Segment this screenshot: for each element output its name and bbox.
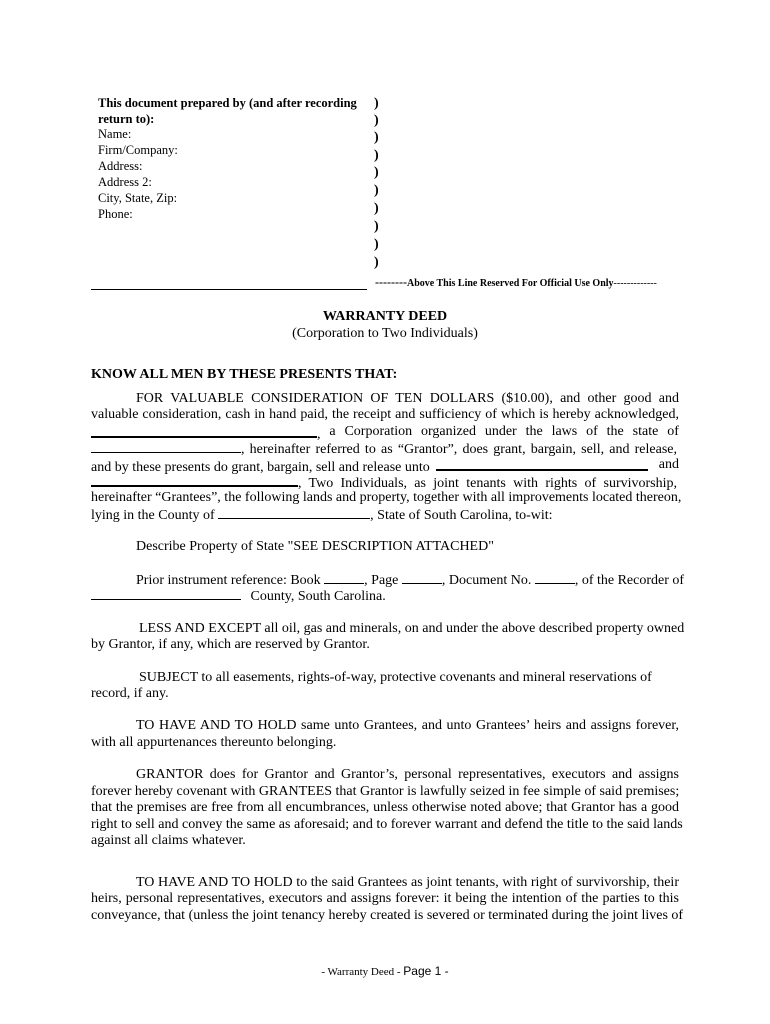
covenant-line1: GRANTOR does for Grantor and Grantor’s, personal representatives, executors and assigns: [136, 767, 679, 782]
field-phone-label: Phone:: [98, 207, 133, 221]
paren: ): [374, 201, 379, 216]
word: organized: [421, 424, 476, 439]
para1-line1: FOR VALUABLE CONSIDERATION OF TEN DOLLARS ($10.00), and other good and: [136, 391, 679, 406]
field-name-label: Name:: [98, 127, 132, 141]
reserved-text: Above This Line Reserved For Official Use Only: [406, 278, 614, 289]
paren: ): [374, 255, 379, 270]
covenant-line2: forever hereby covenant with GRANTEES that Grantor is lawfully seized in fee simple of said premises;: [91, 784, 680, 799]
paren: ): [374, 237, 379, 252]
less-except-line2: by Grantor, if any, which are reserved by Grantor.: [91, 637, 370, 652]
book-blank[interactable]: [324, 571, 364, 584]
field-firm-label: Firm/Company:: [98, 143, 178, 157]
field-address2-label: Address 2:: [98, 175, 152, 189]
document-subtitle: (Corporation to Two Individuals): [292, 326, 478, 341]
paren: ): [374, 96, 379, 111]
prior-instrument-line2: County, South Carolina.: [91, 587, 386, 605]
grantee1-name-blank[interactable]: [436, 457, 648, 471]
grantee2-name-blank[interactable]: [91, 473, 298, 487]
paren: ): [374, 219, 379, 234]
word: of: [667, 424, 679, 439]
reserved-dashes: --------: [375, 275, 407, 289]
word: the: [525, 424, 543, 439]
reserved-notice: [375, 276, 657, 290]
word: a: [329, 424, 336, 439]
page-footer: [0, 964, 770, 978]
preparer-title-line2: return to):: [98, 112, 155, 126]
word: state: [632, 424, 659, 439]
survivorship-line1: TO HAVE AND TO HOLD to the said Grantees as joint tenants, with right of survivorship, their: [136, 875, 679, 890]
word: under: [484, 424, 517, 439]
preparer-title-line1: This document prepared by (and after recording: [98, 96, 357, 110]
intro-heading: KNOW ALL MEN BY THESE PRESENTS THAT:: [91, 367, 398, 382]
property-description: Describe Property of State "SEE DESCRIPTION ATTACHED": [136, 539, 494, 554]
page-blank[interactable]: [402, 571, 442, 584]
habendum1-line2: with all appurtenances thereunto belonging.: [91, 735, 337, 750]
covenant-line4: right to sell and convey the same as aforesaid; and to forever warrant and defend the title to the said lands: [91, 817, 683, 832]
word: Corporation: [344, 424, 413, 439]
paren: ): [374, 183, 379, 198]
habendum1-line1: TO HAVE AND TO HOLD same unto Grantees, and unto Grantees’ heirs and assigns forever,: [136, 718, 679, 733]
word: laws: [551, 424, 578, 439]
survivorship-line3: conveyance, that (unless the joint tenancy hereby created is severed or terminated during the joint lives of: [91, 908, 684, 923]
paren: ): [374, 148, 379, 163]
para1-line4: , hereinafter referred to as “Grantor”, does grant, bargain, sell, and release,: [91, 440, 679, 458]
survivorship-line2: heirs, personal representatives, executors and assigns forever: it being the intention of the parties to this: [91, 891, 679, 906]
reserved-trail: -------------: [613, 278, 657, 289]
prior-instrument-line1: Prior instrument reference: Book , Page , Document No. , of the Recorder of: [136, 573, 685, 588]
county-blank[interactable]: [218, 506, 370, 519]
field-city-label: City, State, Zip:: [98, 191, 178, 205]
para1-line3-lead: ,: [91, 424, 321, 443]
covenant-line3: that the premises are free from all encumbrances, unless otherwise noted above; that Grantor has a good: [91, 800, 679, 815]
para1-line5: and by these presents do grant, bargain, sell and release unto and: [91, 457, 679, 475]
grantor-name-blank[interactable]: [91, 424, 317, 438]
footer-page-number: Page 1 -: [403, 964, 449, 978]
para1-line8: lying in the County of , State of South Carolina, to-wit:: [91, 508, 553, 523]
subject-line1: SUBJECT to all easements, rights-of-way, protective covenants and mineral reservations of: [139, 670, 652, 685]
recording-divider-line: [91, 289, 367, 290]
footer-doc-name: - Warranty Deed -: [321, 966, 401, 978]
field-address-label: Address:: [98, 159, 143, 173]
less-except-line1: LESS AND EXCEPT all oil, gas and minerals, on and under the above described property owned: [139, 621, 685, 636]
para1-line6: , Two Individuals, as joint tenants with rights of survivorship,: [91, 473, 679, 492]
paren: ): [374, 130, 379, 145]
covenant-line5: against all claims whatever.: [91, 833, 246, 848]
document-no-blank[interactable]: [535, 571, 575, 584]
para1-line2: valuable consideration, cash in hand paid, the receipt and sufficiency of which is hereby acknowledged,: [91, 407, 679, 422]
recorder-county-blank[interactable]: [91, 587, 241, 600]
word: of: [586, 424, 598, 439]
grantor-state-blank[interactable]: [91, 440, 241, 453]
paren: ): [374, 113, 379, 128]
para1-line7: hereinafter “Grantees”, the following lands and property, together with all improvements located thereon,: [91, 490, 682, 505]
subject-line2: record, if any.: [91, 686, 169, 701]
word: the: [606, 424, 624, 439]
paren: ): [374, 165, 379, 180]
document-title: WARRANTY DEED: [322, 309, 448, 324]
